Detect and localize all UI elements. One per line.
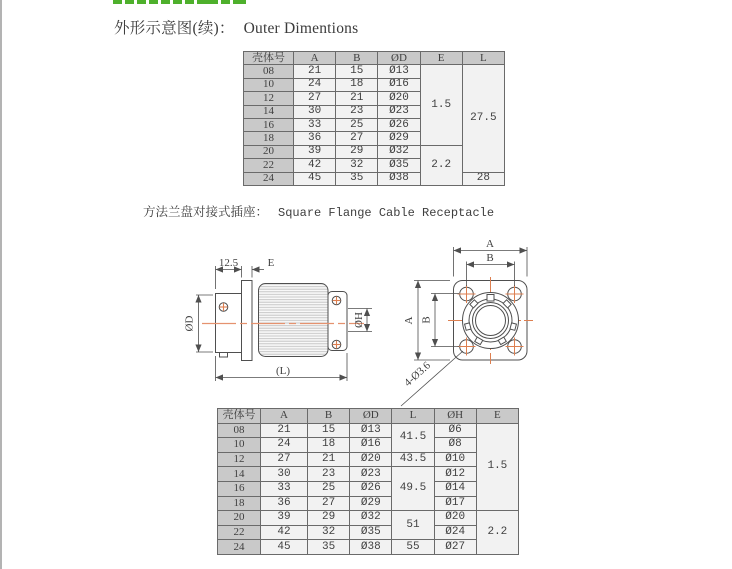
value-cell: Ø23 [378,105,420,118]
value-cell: 23 [336,105,378,118]
shell-size-cell: 18 [244,132,294,145]
value-cell: 29 [308,511,350,526]
shell-size-cell: 10 [218,438,261,453]
dim-e [252,266,264,278]
value-cell: Ø6 [434,423,476,438]
merged-value-cell: 51 [392,511,434,540]
merged-value-cell: 49.5 [392,467,434,511]
shell-size-cell: 20 [218,511,261,526]
merged-value-cell: 55 [392,540,434,555]
value-cell: Ø29 [350,496,392,511]
merged-value-cell: 41.5 [392,423,434,452]
value-cell: 27 [261,452,308,467]
side-view [184,257,373,381]
value-cell: Ø35 [350,525,392,540]
value-cell: Ø13 [350,423,392,438]
value-cell: Ø20 [350,452,392,467]
value-cell: 21 [336,92,378,105]
column-header: A [261,409,308,424]
value-cell: 45 [261,540,308,555]
merged-value-cell: 43.5 [392,452,434,467]
value-cell: 32 [336,159,378,172]
table-row [218,423,519,438]
value-cell: 35 [308,540,350,555]
dim-label-a-top: A [486,238,494,250]
column-header: A [294,52,336,65]
shell-size-cell: 22 [218,525,261,540]
shell-size-cell: 14 [218,467,261,482]
value-cell: Ø27 [434,540,476,555]
dim-label-b-top: B [486,252,494,264]
screw-icon [332,340,341,349]
column-header: E [420,52,462,65]
shell-size-cell: 12 [218,452,261,467]
column-header: 壳体号 [244,52,294,65]
value-cell: Ø8 [434,438,476,453]
page-title [114,16,358,38]
table-row [218,467,519,482]
table-row [218,525,519,540]
section-label-en: Square Flange Cable Receptacle [278,206,495,220]
value-cell: Ø26 [350,481,392,496]
table-row [218,452,519,467]
value-cell: Ø38 [350,540,392,555]
table-row [218,540,519,555]
section-label-zh: 方法兰盘对接式插座： [143,205,269,219]
shell-size-cell: 16 [218,481,261,496]
screw-icon [332,296,341,305]
value-cell: 27 [308,496,350,511]
side-view-bottom-tab [220,353,228,358]
table-row [218,438,519,453]
shell-size-cell: 18 [218,496,261,511]
merged-value-cell: 27.5 [462,65,504,172]
value-cell: Ø13 [378,65,420,78]
value-cell: 29 [336,145,378,158]
value-cell: Ø26 [378,118,420,131]
shell-size-cell: 08 [218,423,261,438]
key-notch [487,295,494,302]
value-cell: 39 [294,145,336,158]
merged-value-cell: 2.2 [420,145,462,185]
side-view-flange [242,281,253,361]
table-row [218,511,519,526]
value-cell: 18 [308,438,350,453]
value-cell: Ø16 [378,78,420,91]
dim-label-e: E [267,257,275,269]
page-title-zh: 外形示意图(续)： [114,20,235,37]
dim-12-5 [216,266,242,289]
value-cell: Ø20 [434,511,476,526]
dim-label-l: (L) [275,365,291,377]
shell-size-cell: 24 [244,172,294,185]
value-cell: 27 [336,132,378,145]
receptacle-dimensions-table [217,408,519,555]
value-cell: 32 [308,525,350,540]
dim-label-a-left: A [403,316,415,325]
value-cell: Ø32 [378,145,420,158]
clipped-green-heading [113,0,246,4]
value-cell: 36 [261,496,308,511]
page-edge-line [0,0,2,569]
outer-dimensions-table-receptacle [217,408,519,555]
column-header: ØD [378,52,420,65]
value-cell: Ø23 [350,467,392,482]
value-cell: 18 [336,78,378,91]
value-cell: 21 [261,423,308,438]
table-row [244,172,505,185]
column-header: ØD [350,409,392,424]
shell-size-cell: 08 [244,65,294,78]
value-cell: Ø29 [378,132,420,145]
value-cell: Ø16 [350,438,392,453]
page-title-en: Outer Dimentions [243,20,359,37]
value-cell: 24 [261,438,308,453]
value-cell: 27 [294,92,336,105]
value-cell: 33 [294,118,336,131]
value-cell: Ø14 [434,481,476,496]
table-row [218,481,519,496]
dim-label-b-left: B [420,316,433,324]
shell-size-cell: 22 [244,159,294,172]
value-cell: 23 [308,467,350,482]
value-cell: Ø24 [434,525,476,540]
merged-value-cell: 1.5 [476,423,518,511]
shell-size-cell: 20 [244,145,294,158]
value-cell: 21 [294,65,336,78]
value-cell: Ø35 [378,159,420,172]
column-header: L [462,52,504,65]
value-cell: Ø17 [434,496,476,511]
shell-size-cell: 10 [244,78,294,91]
shell-size-cell: 16 [244,118,294,131]
technical-drawing [175,228,605,413]
table-row [244,65,505,78]
side-view-knurled-shell [259,284,329,357]
dim-label-oh: ØH [353,312,365,328]
dim-label-12-5: 12.5 [218,257,239,269]
value-cell: 15 [308,423,350,438]
value-cell: 25 [336,118,378,131]
merged-value-cell: 28 [462,172,504,185]
column-header: E [476,409,518,424]
column-header: B [308,409,350,424]
value-cell: Ø32 [350,511,392,526]
dim-label-mounting-holes: 4-Ø3.6 [402,359,433,390]
value-cell: Ø10 [434,452,476,467]
front-view [401,238,533,406]
screw-icon [219,303,228,312]
value-cell: 15 [336,65,378,78]
value-cell: 33 [261,481,308,496]
column-header: B [336,52,378,65]
value-cell: Ø12 [434,467,476,482]
value-cell: 42 [294,159,336,172]
value-cell: 30 [261,467,308,482]
value-cell: 35 [336,172,378,185]
value-cell: 36 [294,132,336,145]
value-cell: 24 [294,78,336,91]
value-cell: 21 [308,452,350,467]
column-header: 壳体号 [218,409,261,424]
value-cell: 45 [294,172,336,185]
table-row [218,496,519,511]
value-cell: Ø20 [378,92,420,105]
shell-size-cell: 14 [244,105,294,118]
outer-dimensions-table-plug [243,51,505,186]
section-label [143,202,494,220]
value-cell: 25 [308,481,350,496]
merged-value-cell: 1.5 [420,65,462,145]
value-cell: 42 [261,525,308,540]
merged-value-cell: 2.2 [476,511,518,555]
column-header: L [392,409,434,424]
plug-dimensions-table [243,51,505,186]
value-cell: 30 [294,105,336,118]
shell-size-cell: 12 [244,92,294,105]
column-header: ØH [434,409,476,424]
value-cell: Ø38 [378,172,420,185]
dim-label-od: ØD [183,315,196,332]
value-cell: 39 [261,511,308,526]
coupling-rings [463,293,519,349]
shell-size-cell: 24 [218,540,261,555]
